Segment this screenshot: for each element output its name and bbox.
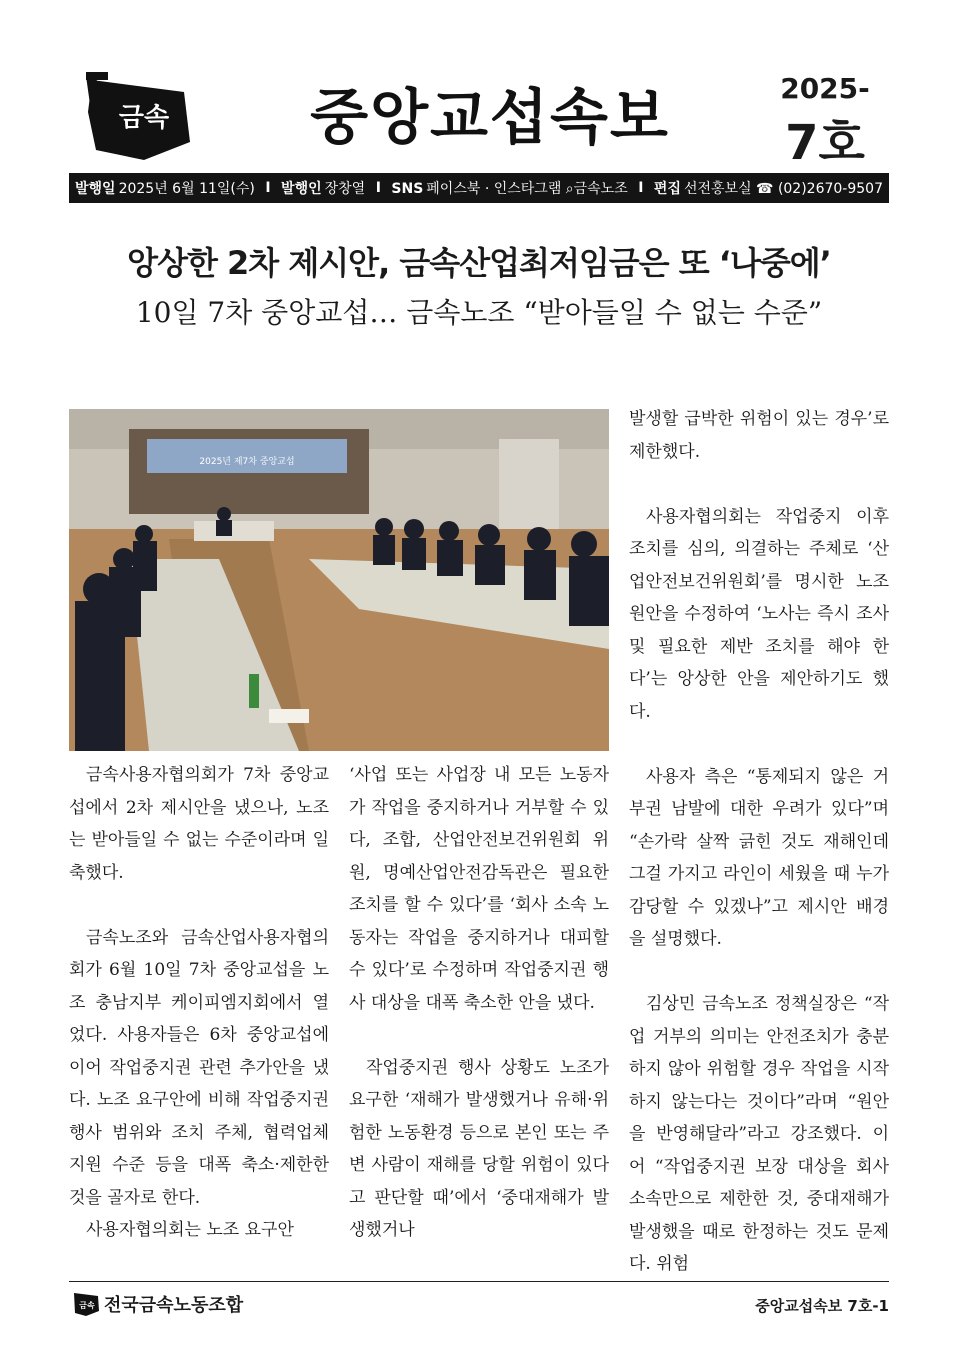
article-paragraph: 발생할 급박한 위험이 있는 경우’로 제한했다. — [629, 409, 889, 462]
footer-page-label: 중앙교섭속보 7호-1 — [755, 1297, 889, 1315]
article-paragraph: 작업중지권 행사 상황도 노조가 요구한 ‘재해가 발생했거나 유해·위험한 노동환경 등으로 본인 또는 주변 사람이 재해를 당할 위험이 있다고 판단할 때’에서 ‘중대재해가 발생했거나 — [349, 1057, 609, 1240]
article-paragraph: 김상민 금속노조 정책실장은 “작업 거부의 의미는 안전조치가 충분하지 않아 위험할 경우 작업을 시작하지 않는다는 것이다”라며 “원안을 반영해달라”라고 강조했다. 이어 “작업중지권 보장 대상을 회사 소속만으로 제한한 것, 중대재해가 발생했을 때로 한정하는 것도 문제다. 위험 — [629, 994, 889, 1274]
headline: 앙상한 2차 제시안, 금속산업최저임금은 또 ‘나중에’ — [127, 244, 831, 282]
article-paragraph: 사용자협의회는 노조 요구안 — [86, 1220, 294, 1240]
article-paragraph: 사용자협의회는 작업중지 이후 조치를 심의, 의결하는 주체로 ‘산업안전보건위원회’를 명시한 노조 원안을 수정하여 ‘노사는 즉시 조사 및 필요한 제반 조치를 해야 한다’는 앙상한 안을 제안하기도 했다. — [629, 506, 889, 722]
article-paragraph: 금속사용자협의회가 7차 중앙교섭에서 2차 제시안을 냈으나, 노조는 받아들일 수 없는 수준이라며 일축했다. — [69, 765, 329, 883]
article-paragraph: 금속노조와 금속산업사용자협의회가 6월 10일 7차 중앙교섭을 노조 충남지부 케이피엠지회에서 열었다. 사용자들은 6차 중앙교섭에 이어 작업중지권 관련 추가안을 냈다. 노조 요구안에 비해 작업중지권 행사 범위와 조치 주체, 협력업체 지원 수준 등을 대폭 축소·제한한 것을 골자로 한다. — [69, 927, 329, 1208]
svg-text:금속: 금속 — [79, 1301, 95, 1310]
footer-logo-icon — [72, 1291, 100, 1317]
article-paragraph: ‘사업 또는 사업장 내 모든 노동자가 작업을 중지하거나 거부할 수 있다, 조합, 산업안전보건위원회 위원, 명예산업안전감독관은 필요한 조치를 할 수 있다’를 ‘회사 소속 노동자는 작업을 중지하거나 대피할 수 있다’로 수정하며 작업중지권 행사 대상을 대폭 축소한 안을 냈다. — [349, 765, 609, 1013]
issue-year: 2025- — [780, 72, 870, 105]
footer-divider — [69, 1281, 889, 1282]
issue-number: 7호 — [785, 115, 865, 171]
article-paragraph: 사용자 측은 “통제되지 않은 거부권 남발에 대한 우려가 있다”며 “손가락 살짝 긁힌 것도 재해인데 그걸 가지고 라인이 세웠을 때 누가 감당할 수 있겠나”고 제시안 배경을 설명했다. — [629, 766, 889, 949]
info-item-date: 발행일 2025년 6월 11일(수) — [75, 181, 255, 197]
publication-info-bar — [69, 173, 889, 203]
subheadline: 10일 7차 중앙교섭… 금속노조 “받아들일 수 없는 수준” — [135, 296, 823, 329]
footer-org — [72, 1291, 243, 1317]
info-separator: I — [638, 180, 644, 196]
union-logo — [84, 72, 194, 164]
logo-text: 금속 — [118, 103, 170, 133]
newsletter-title: 중앙교섭속보 — [310, 83, 670, 153]
article-column-1 — [69, 759, 329, 1247]
info-item-editor: 편집 선전홍보실 ☎ (02)2670-9507 — [653, 181, 883, 197]
photo-banner-text: 2025년 제7차 중앙교섭 — [199, 457, 295, 467]
article-column-2 — [349, 759, 609, 1247]
info-separator: I — [265, 180, 271, 196]
info-item-sns: SNS 페이스북 · 인스타그램 ⌕금속노조 — [391, 181, 628, 197]
info-item-publisher: 발행인 장창열 — [281, 181, 366, 197]
meeting-photo — [69, 409, 609, 751]
info-separator: I — [375, 180, 381, 196]
article-column-3 — [629, 403, 889, 1281]
footer-org-name: 전국금속노동조합 — [104, 1295, 244, 1316]
